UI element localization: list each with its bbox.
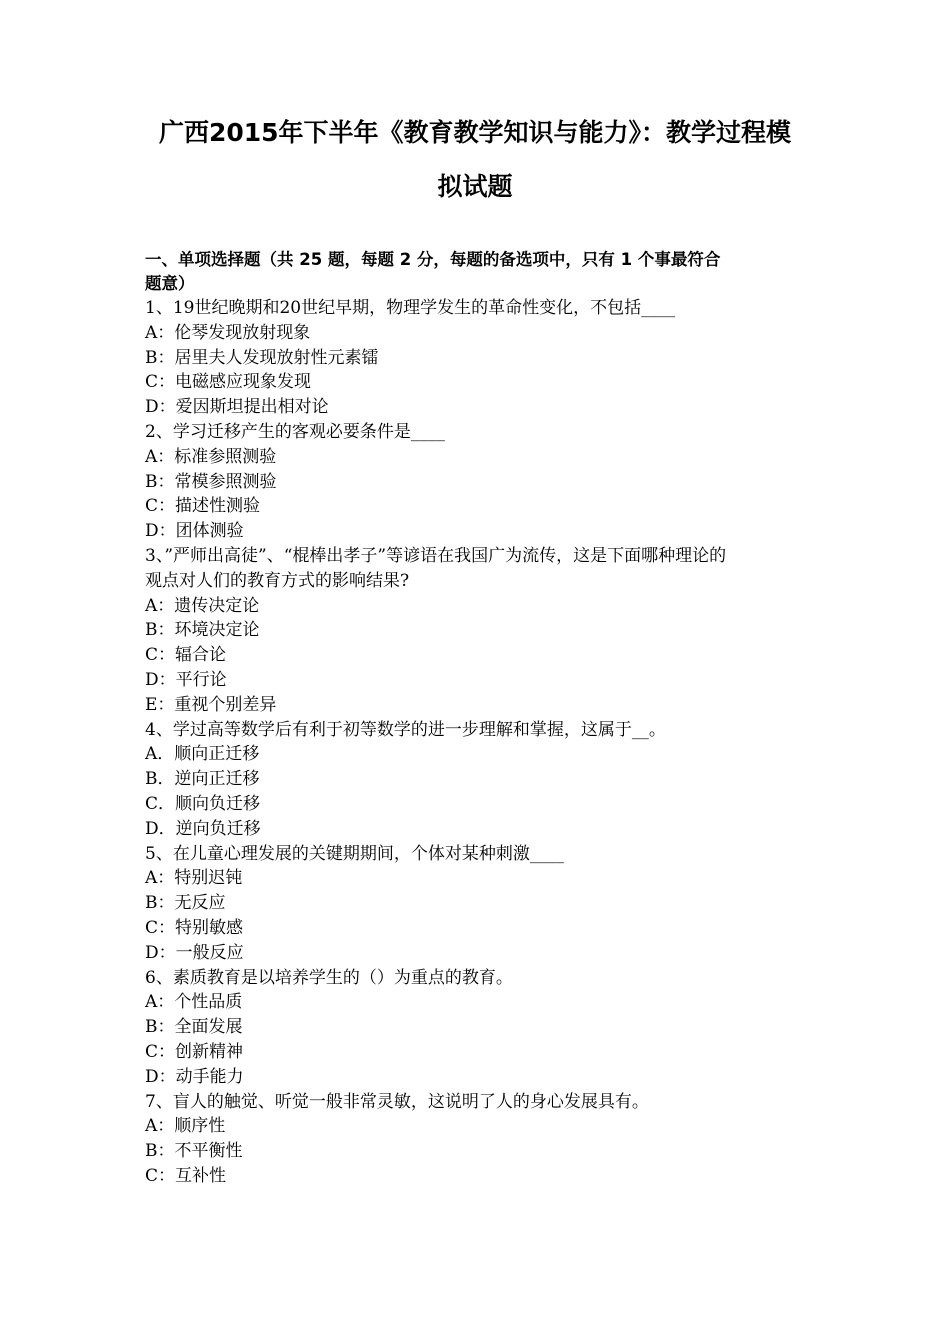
answer-option: C：电磁感应现象发现 [145,372,312,393]
section-heading-line-2: 题意） [145,274,195,293]
answer-option: D：爱因斯坦提出相对论 [145,397,329,418]
question-stem: 6、素质教育是以培养学生的（）为重点的教育。 [145,967,513,988]
document-title-line-1: 广西2015年下半年《教育教学知识与能力》：教学过程模 [158,118,792,147]
answer-option: A：特别迟钝 [145,868,243,889]
question-block [145,1090,815,1189]
answer-option: D：动手能力 [145,1066,244,1087]
answer-option: B：无反应 [145,893,226,914]
question-block [145,966,815,1090]
answer-option: A：遗传决定论 [145,595,260,616]
question-stem: 5、在儿童心理发展的关键期期间，个体对某种刺激____ [145,843,564,864]
question-stem: 1、19世纪晚期和20世纪早期，物理学发生的革命性变化，不包括____ [145,298,676,318]
answer-option: D：平行论 [145,669,227,690]
question-stem: 2、学习迁移产生的客观必要条件是____ [145,421,445,442]
answer-option: D：团体测验 [145,521,244,542]
answer-option: A：顺序性 [145,1116,226,1137]
question-stem: 3、”严师出高徒”、“棍棒出孝子”等谚语在我国广为流传，这是下面哪种理论的 [145,545,727,566]
question-list [145,296,815,1189]
answer-option: D：一般反应 [145,942,244,963]
question-block [145,296,815,420]
question-block [145,420,815,544]
answer-option: A：个性品质 [145,992,243,1013]
answer-option: A：标准参照测验 [145,446,277,467]
question-stem: 4、学过高等数学后有利于初等数学的进一步理解和掌握，这属于__。 [145,719,666,740]
answer-option: C：辐合论 [145,645,227,666]
section-heading-line-1: 一、单项选择题（共 25 题，每题 2 分，每题的备选项中，只有 1 个事最符合 [145,250,721,269]
answer-option: A．顺向正迁移 [145,744,260,765]
answer-option: C：互补性 [145,1165,227,1186]
answer-option: C：特别敏感 [145,917,244,938]
answer-option: D．逆向负迁移 [145,818,261,839]
answer-option: A：伦琴发现放射现象 [145,322,311,343]
answer-option: C：创新精神 [145,1041,244,1062]
document-title-line-2: 拟试题 [437,172,513,201]
answer-option: B：全面发展 [145,1017,243,1038]
question-block [145,544,815,718]
answer-option: B：不平衡性 [145,1141,243,1162]
answer-option: B．逆向正迁移 [145,769,260,790]
question-block [145,718,815,842]
answer-option: B：常模参照测验 [145,471,277,492]
question-block [145,842,815,966]
question-stem: 7、盲人的触觉、听觉一般非常灵敏，这说明了人的身心发展具有。 [145,1091,649,1112]
answer-option: C．顺向负迁移 [145,793,261,814]
answer-option: B：环境决定论 [145,620,260,641]
answer-option: C：描述性测验 [145,496,261,517]
answer-option: E：重视个别差异 [145,694,277,715]
answer-option: B：居里夫人发现放射性元素镭 [145,347,379,368]
question-stem: 观点对人们的教育方式的影响结果? [145,570,410,591]
